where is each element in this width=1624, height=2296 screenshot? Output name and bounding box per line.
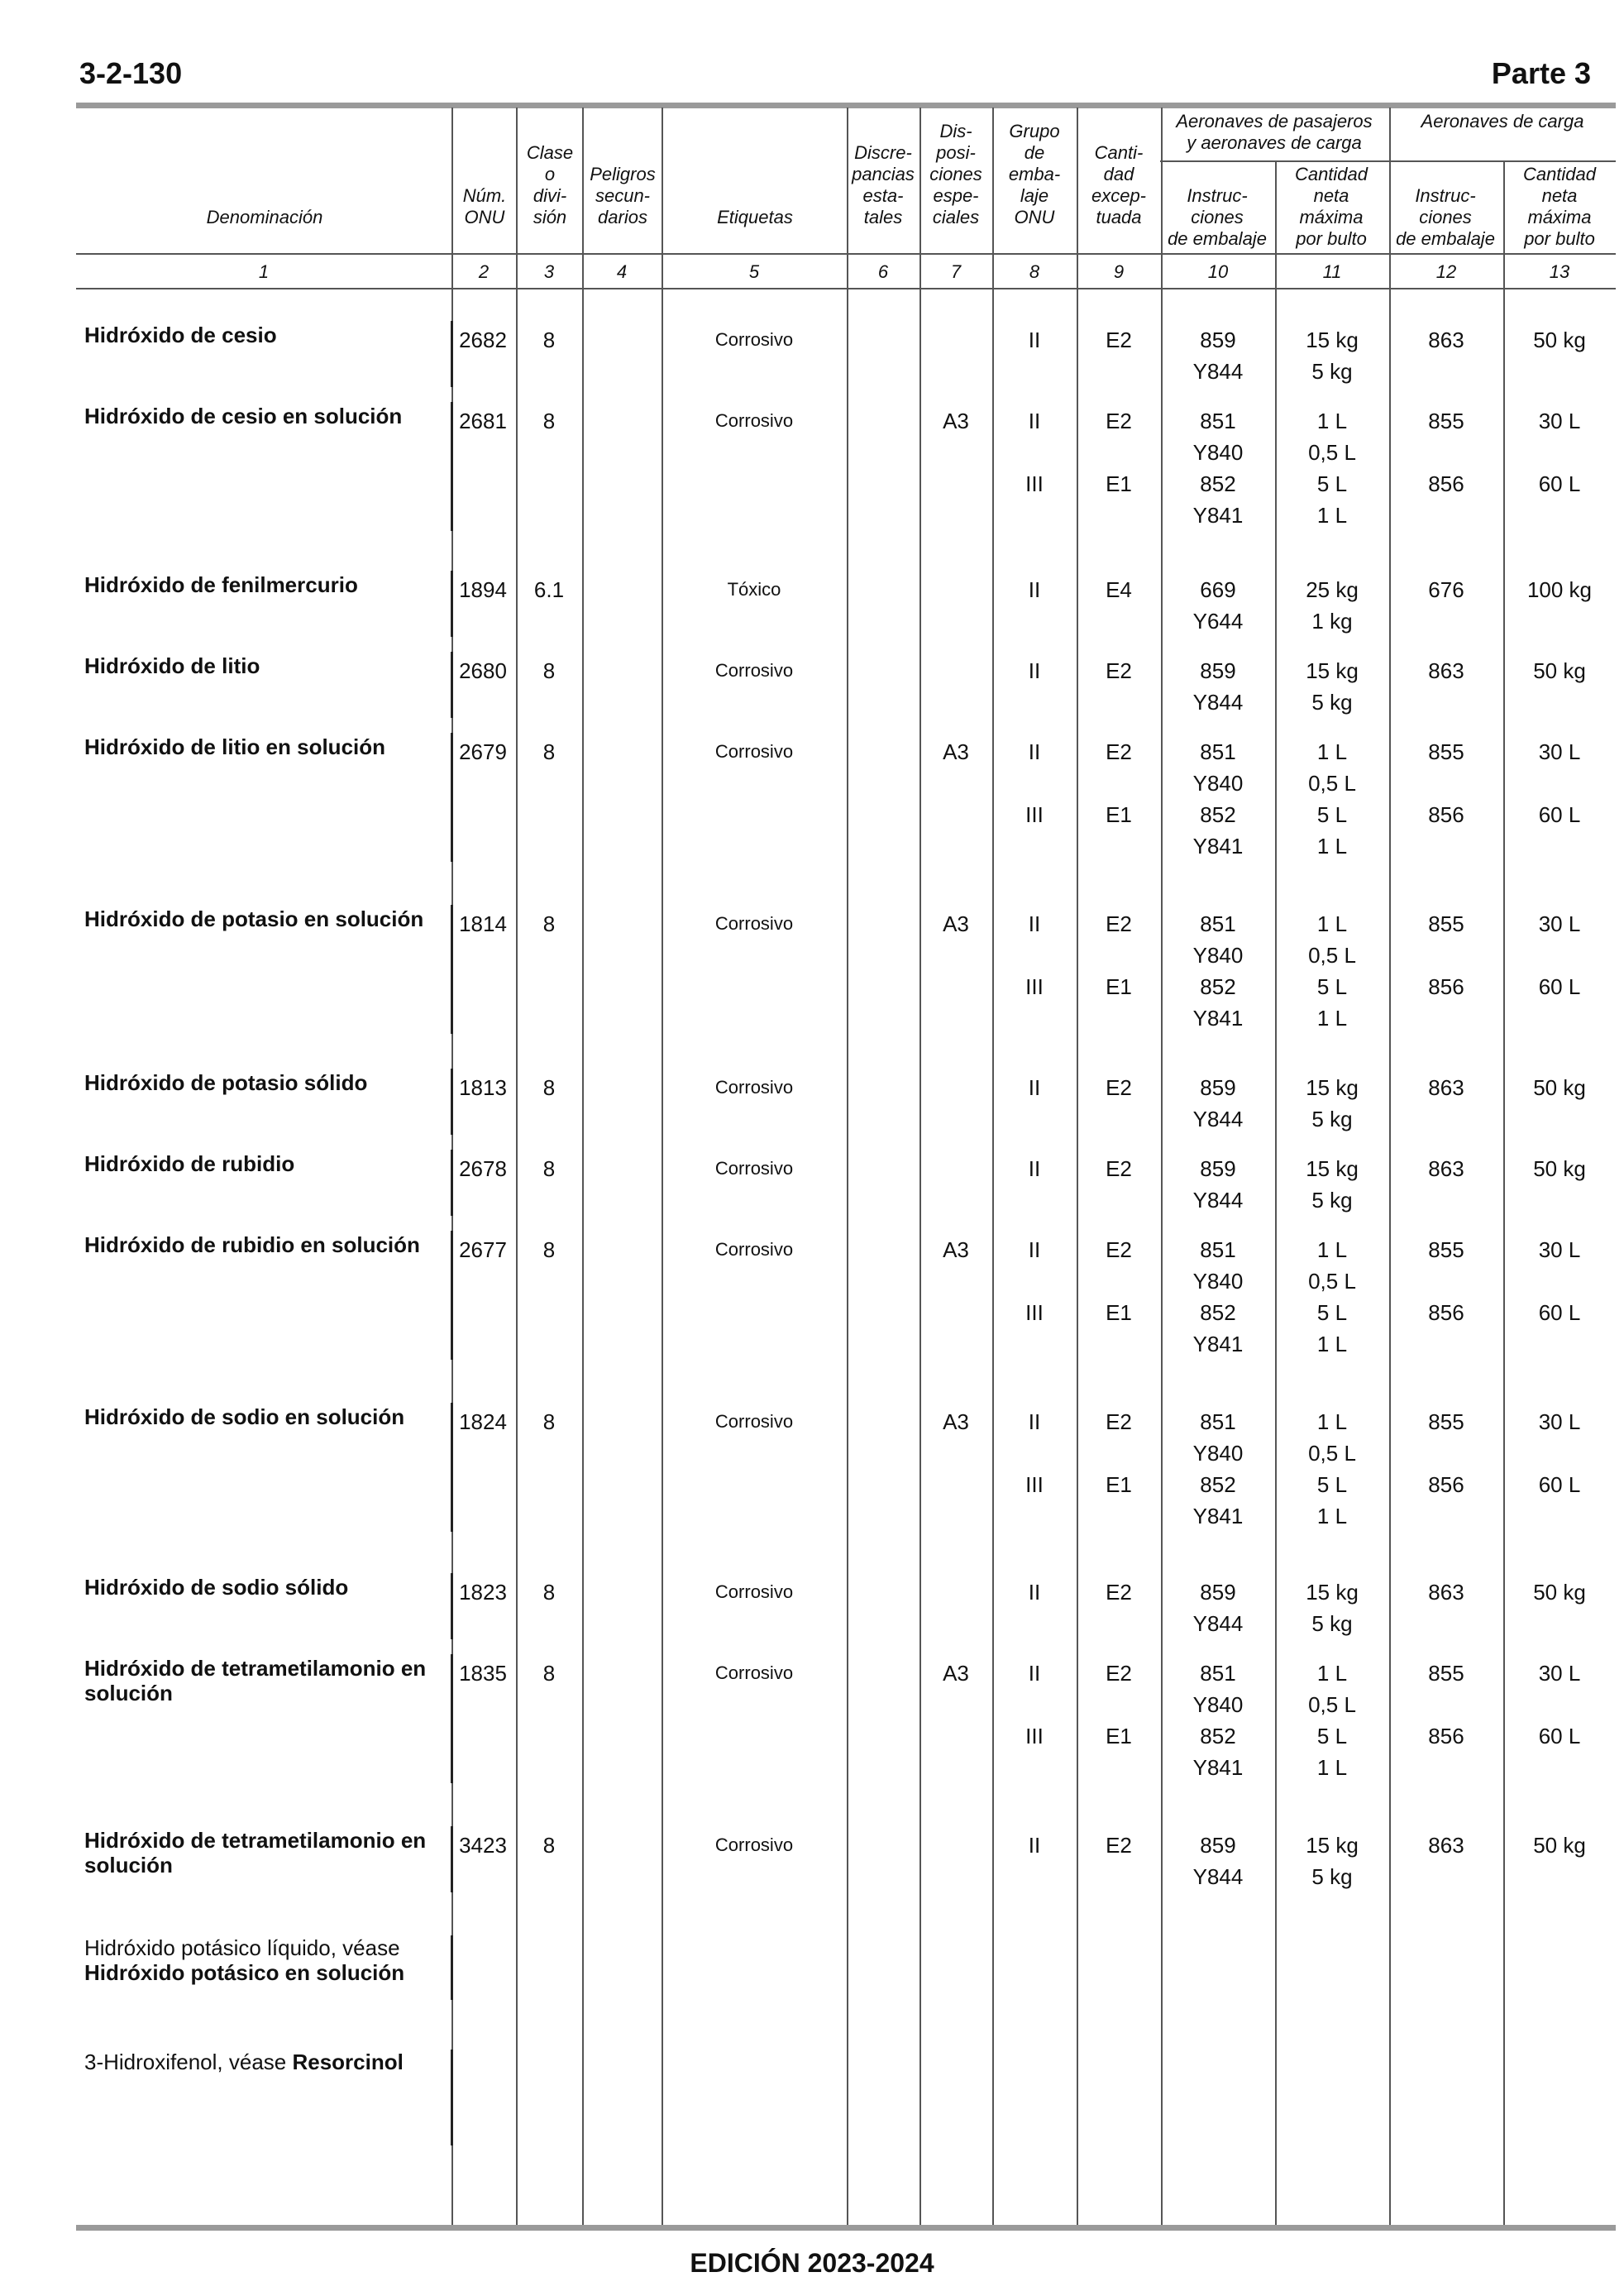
hazard-label: Corrosivo [714, 1662, 794, 1683]
cargo-max-quantity: 50 kg [1533, 1833, 1586, 1858]
cargo-max-quantity: 30 L 60 L [1538, 1409, 1581, 1497]
packing-group: II III [1025, 409, 1044, 496]
class-division: 8 [542, 1156, 556, 1181]
bottom-rule [76, 2225, 1616, 2231]
excepted-quantity: E2 E1 [1106, 1409, 1132, 1497]
header-carga: Aeronaves de carga [1421, 111, 1584, 132]
un-number: 3423 [459, 1833, 507, 1858]
pax-max-quantity: 1 L 0,5 L 5 L 1 L [1308, 1409, 1356, 1528]
packing-group: II [1028, 1075, 1041, 1100]
header-instrucciones-pax: Instruc- ciones de embalaje [1168, 185, 1267, 249]
top-rule [76, 103, 1616, 108]
cargo-packing-instruction: 855 856 [1428, 1237, 1464, 1325]
substance-name: Hidróxido de sodio sólido [84, 1575, 349, 1600]
packing-group: II [1028, 658, 1041, 683]
hazard-label: Corrosivo [714, 1411, 794, 1432]
reference-target: Hidróxido potásico en solución [84, 1960, 405, 1985]
un-number: 2682 [459, 328, 507, 352]
packing-group: II [1028, 328, 1041, 352]
pax-max-quantity: 1 L 0,5 L 5 L 1 L [1308, 911, 1356, 1031]
substance-name: Hidróxido de cesio [84, 323, 277, 347]
reference-target: Resorcinol [292, 2050, 404, 2074]
class-division: 8 [542, 1580, 556, 1605]
substance-name: Hidróxido de sodio en solución [84, 1404, 405, 1429]
un-number: 1823 [459, 1580, 507, 1605]
cargo-packing-instruction: 863 [1428, 1075, 1464, 1100]
aircraft-subdivider [1160, 160, 1616, 162]
column-line [847, 108, 848, 2225]
cargo-packing-instruction: 863 [1428, 1833, 1464, 1858]
pax-packing-instruction: 851 Y840 852 Y841 [1192, 1661, 1244, 1780]
excepted-quantity: E2 [1106, 1833, 1132, 1858]
part-label: Parte 3 [1491, 56, 1591, 90]
pax-packing-instruction: 851 Y840 852 Y841 [1192, 911, 1244, 1031]
row-marker [451, 1935, 453, 2000]
class-division: 8 [542, 911, 556, 936]
pax-max-quantity: 1 L 0,5 L 5 L 1 L [1308, 1661, 1356, 1780]
pax-packing-instruction: 859 Y844 [1192, 1580, 1244, 1636]
header-cantidad-pax: Cantidad neta máxima por bulto [1294, 164, 1368, 249]
pax-max-quantity: 15 kg 5 kg [1306, 1580, 1359, 1636]
see-reference [84, 1935, 448, 1985]
reference-text: 3-Hidroxifenol, véase [84, 2050, 293, 2074]
hazard-label: Corrosivo [714, 1834, 794, 1855]
edition-footer: EDICIÓN 2023-2024 [690, 2248, 934, 2278]
header-denominacion: Denominación [206, 207, 323, 227]
cargo-max-quantity: 30 L 60 L [1538, 1661, 1581, 1748]
column-number: 9 [1113, 261, 1125, 282]
cargo-packing-instruction: 863 [1428, 328, 1464, 352]
pax-packing-instruction: 851 Y840 852 Y841 [1192, 1237, 1244, 1356]
special-provisions: A3 [943, 1661, 969, 1686]
pax-max-quantity: 1 L 0,5 L 5 L 1 L [1308, 1237, 1356, 1356]
hazard-label: Corrosivo [714, 410, 794, 431]
header-etiquetas: Etiquetas [717, 207, 793, 227]
substance-name: Hidróxido de potasio en solución [84, 906, 424, 931]
cargo-packing-instruction: 676 [1428, 577, 1464, 602]
pax-packing-instruction: 859 Y844 [1192, 328, 1244, 384]
special-provisions: A3 [943, 1237, 969, 1262]
cargo-max-quantity: 100 kg [1526, 577, 1593, 602]
class-division: 8 [542, 1075, 556, 1100]
header-pasajeros: Aeronaves de pasajeros y aeronaves de carga [1176, 111, 1373, 153]
column-number: 7 [950, 261, 962, 282]
header-num-onu: Núm. ONU [462, 185, 507, 227]
excepted-quantity: E2 [1106, 1156, 1132, 1181]
cargo-packing-instruction: 855 856 [1428, 739, 1464, 827]
packing-group: II [1028, 577, 1041, 602]
pax-max-quantity: 15 kg 5 kg [1306, 1156, 1359, 1213]
class-division: 8 [542, 1409, 556, 1434]
class-division: 8 [542, 1661, 556, 1686]
column-line [582, 108, 584, 2225]
un-number: 2677 [459, 1237, 507, 1262]
colnum-divider [76, 288, 1616, 289]
substance-name: Hidróxido de litio [84, 653, 260, 678]
un-number: 1814 [459, 911, 507, 936]
column-number: 6 [877, 261, 889, 282]
column-number: 11 [1322, 261, 1342, 282]
substance-name: Hidróxido de cesio en solución [84, 404, 403, 428]
packing-group: II III [1025, 911, 1044, 999]
hazard-label: Corrosivo [714, 660, 794, 681]
column-number: 12 [1435, 261, 1457, 282]
header-instrucciones-cargo: Instruc- ciones de embalaje [1396, 185, 1495, 249]
header-grupo: Grupo de emba- laje ONU [1008, 121, 1061, 227]
cargo-packing-instruction: 855 856 [1428, 911, 1464, 999]
pax-packing-instruction: 851 Y840 852 Y841 [1192, 739, 1244, 859]
header-clase: Clase o divi- sión [526, 142, 574, 227]
class-division: 8 [542, 1237, 556, 1262]
header-discrepancias: Discre- pancias esta- tales [852, 142, 915, 227]
packing-group: II [1028, 1580, 1041, 1605]
class-division: 8 [542, 1833, 556, 1858]
un-number: 1894 [459, 577, 507, 602]
page-number: 3-2-130 [79, 56, 183, 90]
pax-max-quantity: 1 L 0,5 L 5 L 1 L [1308, 739, 1356, 859]
un-number: 1835 [459, 1661, 507, 1686]
cargo-max-quantity: 50 kg [1533, 328, 1586, 352]
header-divider [76, 253, 1616, 255]
substance-name: Hidróxido de tetrametilamonio en solución [84, 1656, 427, 1705]
cargo-packing-instruction: 855 856 [1428, 409, 1464, 496]
cargo-max-quantity: 50 kg [1533, 1580, 1586, 1605]
cargo-max-quantity: 30 L 60 L [1538, 409, 1581, 496]
substance-name: Hidróxido de tetrametilamonio en solución [84, 1828, 427, 1877]
cargo-max-quantity: 50 kg [1533, 658, 1586, 683]
pax-max-quantity: 15 kg 5 kg [1306, 328, 1359, 384]
excepted-quantity: E2 [1106, 328, 1132, 352]
header-cantidad-exc: Canti- dad excep- tuada [1091, 142, 1147, 227]
substance-name: Hidróxido de potasio sólido [84, 1070, 368, 1095]
class-division: 8 [542, 658, 556, 683]
packing-group: II III [1025, 1661, 1044, 1748]
un-number: 2680 [459, 658, 507, 683]
column-number: 5 [748, 261, 760, 282]
packing-group: II III [1025, 1409, 1044, 1497]
packing-group: II [1028, 1156, 1041, 1181]
substance-name: Hidróxido de litio en solución [84, 734, 386, 759]
pax-max-quantity: 15 kg 5 kg [1306, 1075, 1359, 1131]
column-number: 1 [258, 261, 270, 282]
hazard-label: Corrosivo [714, 1077, 794, 1098]
special-provisions: A3 [943, 409, 969, 433]
special-provisions: A3 [943, 739, 969, 764]
column-number: 4 [616, 261, 628, 282]
cargo-packing-instruction: 855 856 [1428, 1661, 1464, 1748]
pax-max-quantity: 25 kg 1 kg [1306, 577, 1359, 634]
cargo-max-quantity: 30 L 60 L [1538, 1237, 1581, 1325]
packing-group: II III [1025, 1237, 1044, 1325]
class-division: 8 [542, 739, 556, 764]
hazard-label: Corrosivo [714, 741, 794, 762]
hazard-label: Tóxico [727, 579, 781, 600]
excepted-quantity: E2 E1 [1106, 1237, 1132, 1325]
pax-packing-instruction: 669 Y644 [1192, 577, 1244, 634]
un-number: 2679 [459, 739, 507, 764]
reference-text: Hidróxido potásico líquido, véase [84, 1935, 400, 1960]
packing-group: II III [1025, 739, 1044, 827]
see-reference [84, 2050, 448, 2074]
header-disposiciones: Dis- posi- ciones espe- ciales [929, 121, 982, 227]
cargo-packing-instruction: 863 [1428, 658, 1464, 683]
column-number: 8 [1029, 261, 1040, 282]
hazard-label: Corrosivo [714, 329, 794, 350]
class-division: 8 [542, 409, 556, 433]
cargo-packing-instruction: 863 [1428, 1156, 1464, 1181]
cargo-packing-instruction: 863 [1428, 1580, 1464, 1605]
column-number: 2 [478, 261, 490, 282]
un-number: 1824 [459, 1409, 507, 1434]
hazard-label: Corrosivo [714, 1581, 794, 1602]
excepted-quantity: E2 E1 [1106, 1661, 1132, 1748]
substance-name: Hidróxido de fenilmercurio [84, 572, 358, 597]
cargo-max-quantity: 30 L 60 L [1538, 911, 1581, 999]
header-cantidad-cargo: Cantidad neta máxima por bulto [1522, 164, 1597, 249]
cargo-max-quantity: 50 kg [1533, 1075, 1586, 1100]
column-number: 3 [543, 261, 555, 282]
class-division: 6.1 [533, 577, 565, 602]
un-number: 1813 [459, 1075, 507, 1100]
column-number: 13 [1549, 261, 1570, 282]
un-number: 2681 [459, 409, 507, 433]
hazard-label: Corrosivo [714, 1158, 794, 1179]
excepted-quantity: E4 [1106, 577, 1132, 602]
excepted-quantity: E2 E1 [1106, 739, 1132, 827]
pax-packing-instruction: 859 Y844 [1192, 1075, 1244, 1131]
pax-max-quantity: 15 kg 5 kg [1306, 1833, 1359, 1889]
special-provisions: A3 [943, 911, 969, 936]
excepted-quantity: E2 [1106, 1075, 1132, 1100]
excepted-quantity: E2 [1106, 1580, 1132, 1605]
pax-packing-instruction: 851 Y840 852 Y841 [1192, 409, 1244, 528]
pax-packing-instruction: 859 Y844 [1192, 658, 1244, 715]
substance-name: Hidróxido de rubidio [84, 1151, 295, 1176]
hazard-label: Corrosivo [714, 913, 794, 934]
excepted-quantity: E2 E1 [1106, 911, 1132, 999]
excepted-quantity: E2 E1 [1106, 409, 1132, 496]
substance-name: Hidróxido de rubidio en solución [84, 1232, 420, 1257]
pax-packing-instruction: 859 Y844 [1192, 1156, 1244, 1213]
header-peligros: Peligros secun- darios [590, 164, 656, 227]
hazard-label: Corrosivo [714, 1239, 794, 1260]
row-marker [451, 2050, 453, 2145]
special-provisions: A3 [943, 1409, 969, 1434]
pax-packing-instruction: 851 Y840 852 Y841 [1192, 1409, 1244, 1528]
pax-max-quantity: 15 kg 5 kg [1306, 658, 1359, 715]
column-number: 10 [1207, 261, 1229, 282]
cargo-packing-instruction: 855 856 [1428, 1409, 1464, 1497]
pax-max-quantity: 1 L 0,5 L 5 L 1 L [1308, 409, 1356, 528]
cargo-max-quantity: 50 kg [1533, 1156, 1586, 1181]
cargo-max-quantity: 30 L 60 L [1538, 739, 1581, 827]
un-number: 2678 [459, 1156, 507, 1181]
packing-group: II [1028, 1833, 1041, 1858]
class-division: 8 [542, 328, 556, 352]
pax-packing-instruction: 859 Y844 [1192, 1833, 1244, 1889]
excepted-quantity: E2 [1106, 658, 1132, 683]
